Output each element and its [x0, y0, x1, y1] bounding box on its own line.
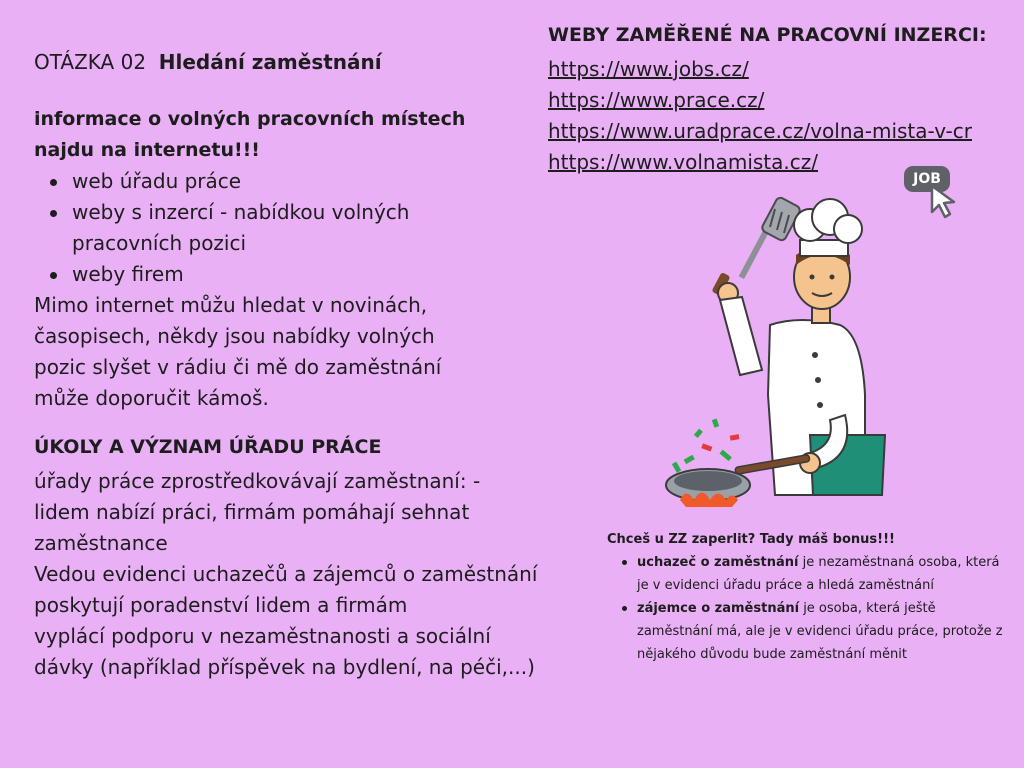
offline-paragraph: Mimo internet můžu hledat v novinách, časopisech, někdy jsou nabídky volných pozic slyšet v rádiu či mě do zaměstnání může doporučit kámoš. [34, 293, 442, 410]
bonus-box [607, 528, 1007, 666]
bonus-definition: je nezaměstnaná osoba, která je v evidenci úřadu práce a hledá zaměstnání [637, 555, 1000, 593]
link-uradprace[interactable]: https://www.uradprace.cz/volna-mista-v-cr [548, 119, 972, 143]
bonus-definition: je osoba, která ještě zaměstnání má, ale je v evidenci úřadu práce, protože z nějakého důvodu bude zaměstnání měnit [637, 601, 1003, 662]
bonus-list [607, 551, 1007, 666]
question-number: OTÁZKA 02 [34, 50, 147, 74]
bonus-heading: Chceš u ZZ zaperlit? Tady máš bonus!!! [607, 532, 895, 547]
office-heading: ÚKOLY A VÝZNAM ÚŘADU PRÁCE [34, 436, 382, 458]
office-line: vyplácí podporu v nezaměstnanosti a sociální dávky (například příspěvek na bydlení, na péči,...) [34, 624, 535, 679]
link-prace[interactable]: https://www.prace.cz/ [548, 88, 765, 112]
websites-heading: WEBY ZAMĚŘENÉ NA PRACOVNÍ INZERCI: [548, 24, 987, 46]
list-item [607, 597, 1007, 666]
intro-lead: informace o volných pracovních místech najdu na internetu!!! [34, 108, 466, 161]
bonus-term: uchazeč o zaměstnání [637, 555, 799, 570]
job-badge: JOB [904, 166, 950, 192]
office-line: úřady práce zprostředkovávají zaměstnaní: - lidem nabízí práci, firmám pomáhají sehnat zaměstnance [34, 469, 481, 555]
list-item: web úřadu práce [34, 166, 474, 197]
link-volnamista[interactable]: https://www.volnamista.cz/ [548, 150, 818, 174]
list-item: weby firem [34, 259, 474, 290]
bonus-term: zájemce o zaměstnání [637, 601, 800, 616]
question-title: Hledání zaměstnání [158, 50, 382, 74]
websites-list [548, 54, 972, 178]
chef-illustration [650, 195, 920, 515]
list-item [607, 551, 1007, 597]
list-item: weby s inzercí - nabídkou volných pracovních pozici [34, 197, 474, 259]
spatula-icon [711, 196, 801, 296]
office-line: Vedou evidenci uchazečů a zájemců o zaměstnání [34, 562, 538, 586]
link-jobs[interactable]: https://www.jobs.cz/ [548, 57, 749, 81]
source-list [34, 166, 474, 290]
office-line: poskytují poradenství lidem a firmám [34, 593, 408, 617]
page-title [34, 50, 382, 74]
office-text [34, 466, 539, 683]
